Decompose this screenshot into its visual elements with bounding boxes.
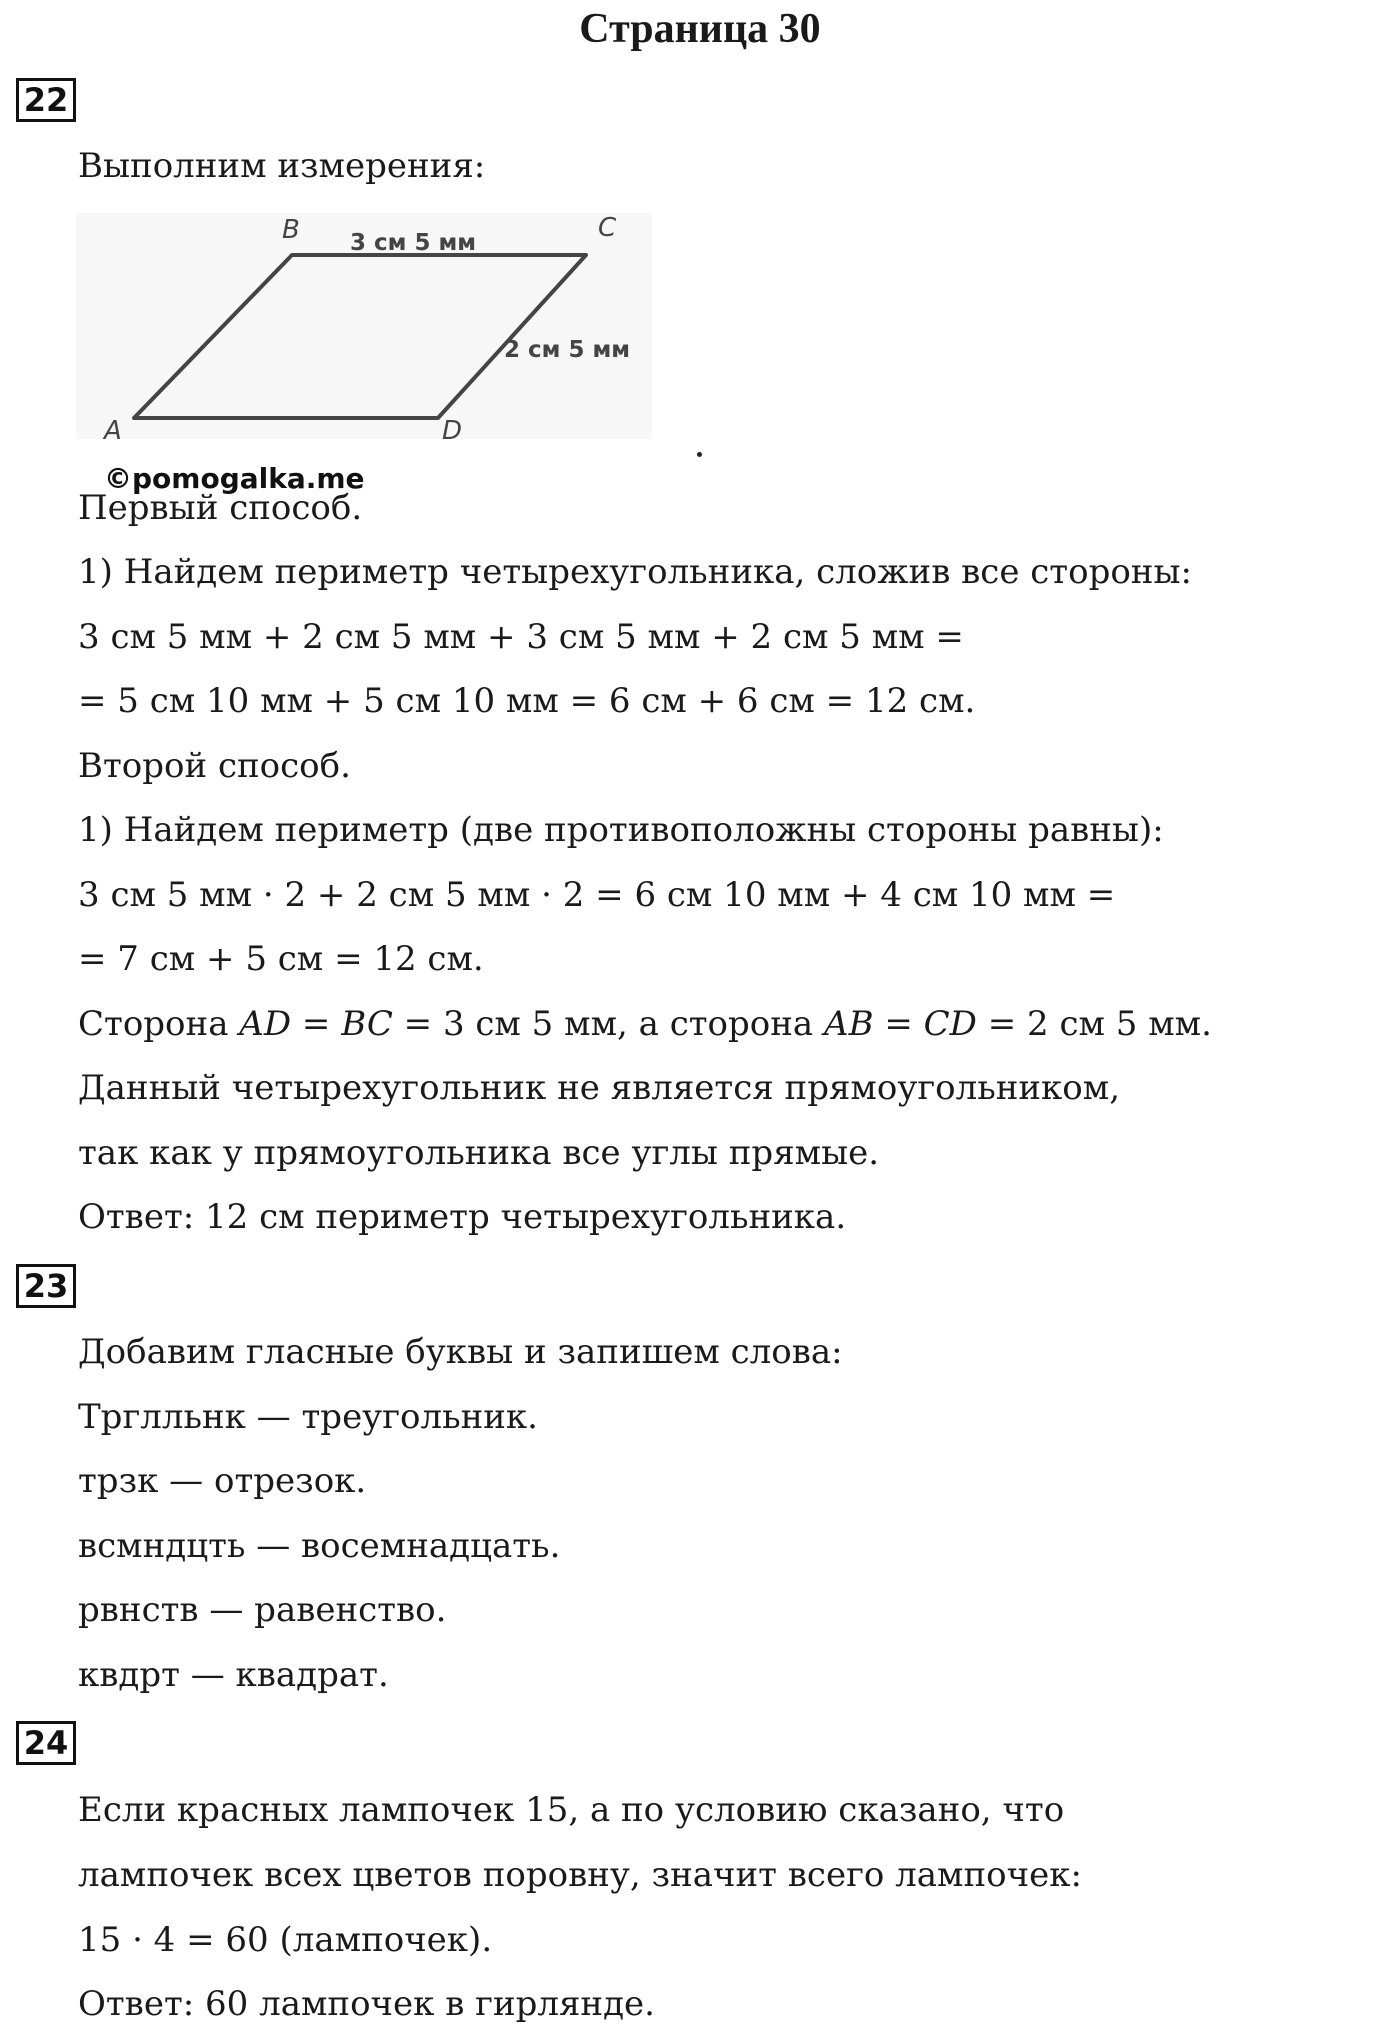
text-line: Второй способ. [78,746,351,786]
text-line: 3 см 5 мм + 2 см 5 мм + 3 см 5 мм + 2 см 5 мм = [78,617,964,657]
vertex-label-d: D [442,416,463,439]
text-line: рвнств — равенство. [78,1590,447,1630]
text-line: лампочек всех цветов поровну, значит всего лампочек: [78,1855,1082,1895]
period-dot [697,452,702,457]
page-title: Страница 30 [579,6,821,52]
text-line: 3 см 5 мм · 2 + 2 см 5 мм · 2 = 6 см 10 мм + 4 см 10 мм = [78,875,1116,915]
answer-line: Ответ: 60 лампочек в гирлянде. [78,1984,655,2024]
text-line: трзк — отрезок. [78,1461,367,1501]
text-line: Первый способ. [78,488,363,528]
text-line: Выполним измерения: [78,146,486,186]
text-line: Добавим гласные буквы и запишем слова: [78,1332,843,1372]
text-line: квдрт — квадрат. [78,1655,389,1695]
sides-text-1: Сторона [78,1004,240,1044]
sides-text-2: = 3 см 5 мм, а сторона [392,1004,825,1044]
watermark: ©pomogalka.me [104,462,365,495]
sides-line [78,1002,1212,1046]
text-line: Трглльнк — треугольник. [78,1397,538,1437]
text-line: 15 · 4 = 60 (лампочек). [78,1920,493,1960]
text-line: Если красных лампочек 15, а по условию сказано, что [78,1790,1065,1830]
text-line: так как у прямоугольника все углы прямые. [78,1133,880,1173]
text-line: = 5 см 10 мм + 5 см 10 мм = 6 см + 6 см = 12 см. [78,681,976,721]
task-number-23: 23 [16,1264,76,1308]
text-line: = 7 см + 5 см = 12 см. [78,939,484,979]
text-line: 1) Найдем периметр четырехугольника, сложив все стороны: [78,552,1192,592]
parallelogram-figure [76,213,652,439]
vertex-label-c: C [598,213,617,243]
answer-line: Ответ: 12 см периметр четырехугольника. [78,1197,847,1237]
sides-math-1: AD = BC [239,1004,393,1044]
sides-text-3: = 2 см 5 мм. [976,1004,1212,1044]
side-label-cd: 2 см 5 мм [504,337,631,363]
task-number-24: 24 [16,1721,76,1765]
vertex-label-a: A [104,416,122,439]
text-line: 1) Найдем периметр (две противоположны стороны равны): [78,810,1164,850]
text-line: Данный четырехугольник не является прямоугольником, [78,1068,1121,1108]
task-number-22: 22 [16,78,76,122]
vertex-label-b: B [282,215,300,245]
text-line: всмндцть — восемнадцать. [78,1526,561,1566]
sides-math-2: AB = CD [824,1004,977,1044]
side-label-bc: 3 см 5 мм [350,230,477,256]
